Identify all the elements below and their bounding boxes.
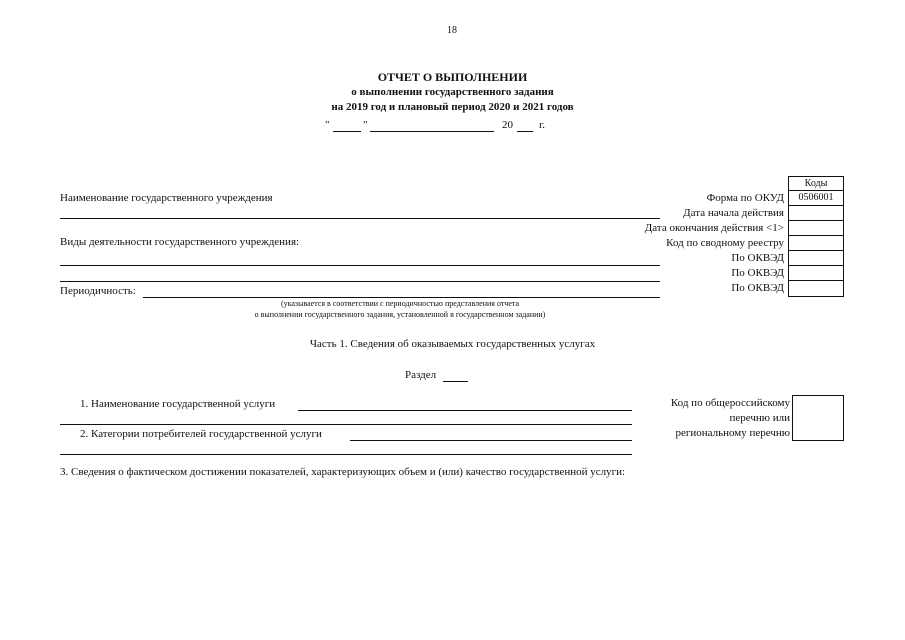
codes-row-label: Форма по ОКУД bbox=[706, 192, 784, 204]
codes-row-value[interactable] bbox=[788, 265, 844, 281]
date-year-suffix: г. bbox=[539, 119, 546, 131]
consumer-categories-label: 2. Категории потребителей государственной услуги bbox=[80, 428, 322, 440]
codes-row-value[interactable]: 0506001 bbox=[788, 190, 844, 206]
codes-row-label: По ОКВЭД bbox=[731, 252, 784, 264]
page-number: 18 bbox=[447, 25, 457, 36]
section-label: Раздел bbox=[405, 369, 437, 381]
section-number-blank[interactable] bbox=[443, 381, 468, 382]
periodicity-note-2: о выполнении государственного задания, установленной в государственном задании) bbox=[254, 310, 546, 319]
date-quote-close: " bbox=[363, 119, 368, 131]
date-year-blank[interactable] bbox=[517, 131, 533, 132]
registry-code-label-3: региональному перечню bbox=[675, 427, 790, 439]
periodicity-note-1: (указывается в соответствии с периодичностью представления отчета bbox=[280, 299, 520, 308]
service-name-label: 1. Наименование государственной услуги bbox=[80, 398, 276, 410]
codes-row-label: По ОКВЭД bbox=[731, 282, 784, 294]
service-name-line-2[interactable] bbox=[60, 424, 632, 425]
codes-row-value[interactable] bbox=[788, 280, 844, 297]
registry-code-label-1: Код по общероссийскому bbox=[670, 397, 790, 409]
periodicity-line[interactable] bbox=[143, 297, 660, 298]
date-day-blank[interactable] bbox=[333, 131, 361, 132]
codes-row-value[interactable] bbox=[788, 205, 844, 221]
consumer-categories-line[interactable] bbox=[350, 440, 632, 441]
codes-row-label: По ОКВЭД bbox=[731, 267, 784, 279]
date-quote-open: " bbox=[325, 119, 330, 131]
codes-row-value[interactable] bbox=[788, 220, 844, 236]
codes-row-value[interactable] bbox=[788, 250, 844, 266]
date-year-prefix: 20 bbox=[502, 119, 513, 131]
registry-code-label-2: перечню или bbox=[729, 412, 790, 424]
codes-header: Коды bbox=[788, 176, 844, 191]
part1-heading: Часть 1. Сведения об оказываемых государственных услугах bbox=[309, 338, 596, 350]
service-name-line[interactable] bbox=[298, 410, 632, 411]
report-period: на 2019 год и плановый период 2020 и 2021 годов bbox=[331, 101, 574, 113]
institution-name-label: Наименование государственного учреждения bbox=[60, 192, 273, 204]
report-subtitle: о выполнении государственного задания bbox=[351, 86, 554, 98]
codes-row-label: Код по сводному реестру bbox=[666, 237, 784, 249]
activities-line-1[interactable] bbox=[60, 265, 660, 266]
codes-row-label: Дата начала действия bbox=[683, 207, 784, 219]
codes-row-label: Дата окончания действия <1> bbox=[644, 222, 784, 234]
consumer-categories-line-2[interactable] bbox=[60, 454, 632, 455]
codes-row-value[interactable] bbox=[788, 235, 844, 251]
registry-code-box[interactable] bbox=[792, 395, 844, 441]
report-title: ОТЧЕТ О ВЫПОЛНЕНИИ bbox=[377, 70, 528, 84]
section3-text: 3. Сведения о фактическом достижении показателей, характеризующих объем и (или) качество государственной услуги: bbox=[60, 466, 626, 478]
activities-label: Виды деятельности государственного учреждения: bbox=[60, 236, 300, 248]
date-month-blank[interactable] bbox=[370, 131, 494, 132]
periodicity-label: Периодичность: bbox=[60, 285, 136, 297]
